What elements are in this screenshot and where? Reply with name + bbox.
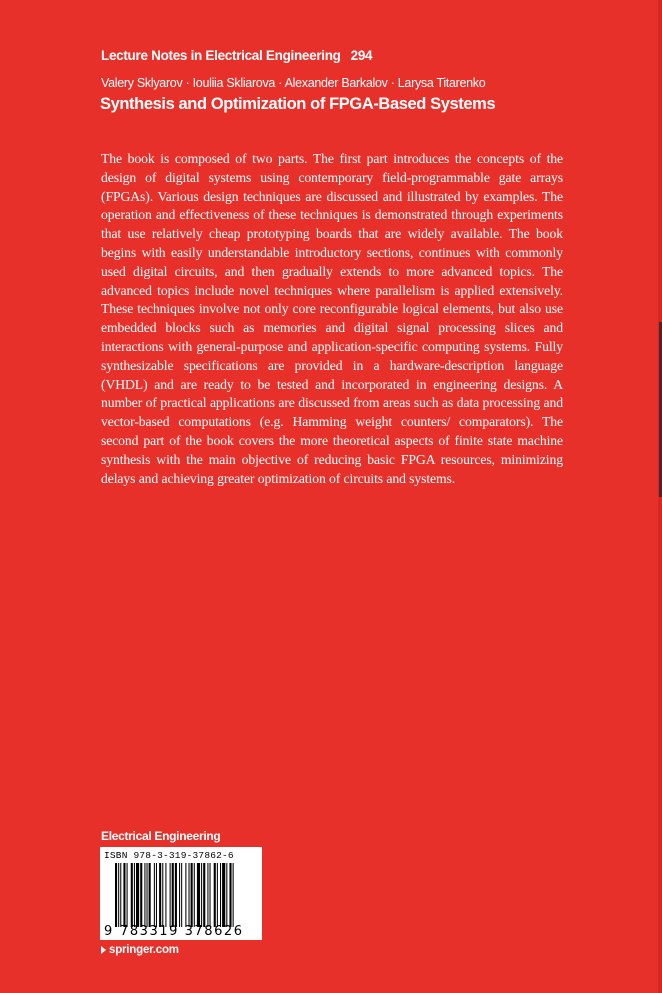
barcode-bar — [144, 863, 145, 927]
book-title: Synthesis and Optimization of FPGA-Based Systems — [100, 95, 496, 113]
barcode-bar — [203, 863, 205, 927]
barcode-bar — [127, 863, 128, 927]
barcode-bar — [170, 863, 171, 927]
series-number: 294 — [350, 48, 373, 63]
barcode-bar — [194, 863, 195, 927]
barcode-bar — [222, 863, 225, 927]
barcode-bar — [229, 863, 231, 927]
barcode-bar — [210, 863, 211, 927]
publisher-url: springer.com — [109, 944, 179, 956]
authors: Valery Sklyarov · Iouliia Skliarova · Alexander Barkalov · Larysa Titarenko — [101, 76, 486, 90]
barcode-bar — [197, 863, 200, 927]
barcode-bar — [140, 863, 142, 927]
barcode-bar — [156, 863, 157, 927]
publisher-link[interactable] — [101, 944, 179, 956]
barcode-bar — [134, 863, 135, 927]
barcode-bar — [233, 863, 234, 927]
ean-digits-rest: 783319 378626 — [120, 924, 244, 939]
barcode-bar — [147, 863, 148, 927]
barcode-bar — [172, 863, 174, 927]
barcode-bar — [181, 863, 182, 927]
barcode-bar — [191, 863, 193, 927]
barcode-bar — [154, 863, 155, 927]
series-name: Lecture Notes in Electrical Engineering — [101, 48, 341, 63]
series-line — [101, 48, 372, 63]
barcode-bar — [214, 863, 216, 927]
barcode-bar — [189, 863, 190, 927]
arrow-right-icon — [101, 946, 106, 954]
ean-first-digit: 9 — [104, 924, 113, 939]
barcode-bar — [159, 863, 161, 927]
barcode-bar — [217, 863, 218, 927]
barcode-box — [100, 847, 262, 940]
barcode-bar — [175, 863, 177, 927]
barcode-bar — [185, 863, 186, 927]
barcode-bar — [120, 863, 121, 927]
isbn-label: ISBN 978-3-319-37862-6 — [104, 850, 234, 861]
barcode-bar — [123, 863, 125, 927]
barcode-bar — [118, 863, 119, 927]
barcode-bar — [226, 863, 227, 927]
barcode-bars — [115, 863, 257, 927]
barcode-bar — [162, 863, 163, 927]
barcode-bar — [115, 863, 117, 927]
blurb-text: The book is composed of two parts. The first part introduces the concepts of the design of digital systems using contemporary field-programmable gate arrays (FPGAs). Various design techniques are discussed and illustrated by examples. The operation and effectiveness of these techniques is demonstrated through experiments that use relatively cheap prototyping boards that are widely available. The book begins with easily understandable introductory sections, continues with commonly used digital circuits, and then gradually extends to more advanced topics. The advanced topics include novel techniques where parallelism is applied extensively. These techniques involve not only core reconfigurable logical elements, but also use embedded blocks such as memories and digital signal processing slices and interactions with general-purpose and application-specific computing systems. Fully synthesizable specifications are provided in a hardware-description language (VHDL) and are ready to be tested and incorporated in engineering designs. A number of practical applications are discussed from areas such as data processing and vector-based computations (e.g. Hamming weight counters/ comparators). The second part of the book covers the more theoretical aspects of finite state machine synthesis with the main objective of reducing basic FPGA resources, minimizing delays and achieving greater optimization of circuits and systems. — [101, 151, 563, 486]
barcode-bar — [201, 863, 202, 927]
barcode-bar — [136, 863, 139, 927]
barcode-bar — [179, 863, 180, 927]
barcode-bar — [207, 863, 208, 927]
barcode-bar — [149, 863, 151, 927]
barcode-bar — [165, 863, 166, 927]
subject-category: Electrical Engineering — [101, 829, 221, 843]
barcode-bar — [220, 863, 221, 927]
barcode-bar — [131, 863, 133, 927]
